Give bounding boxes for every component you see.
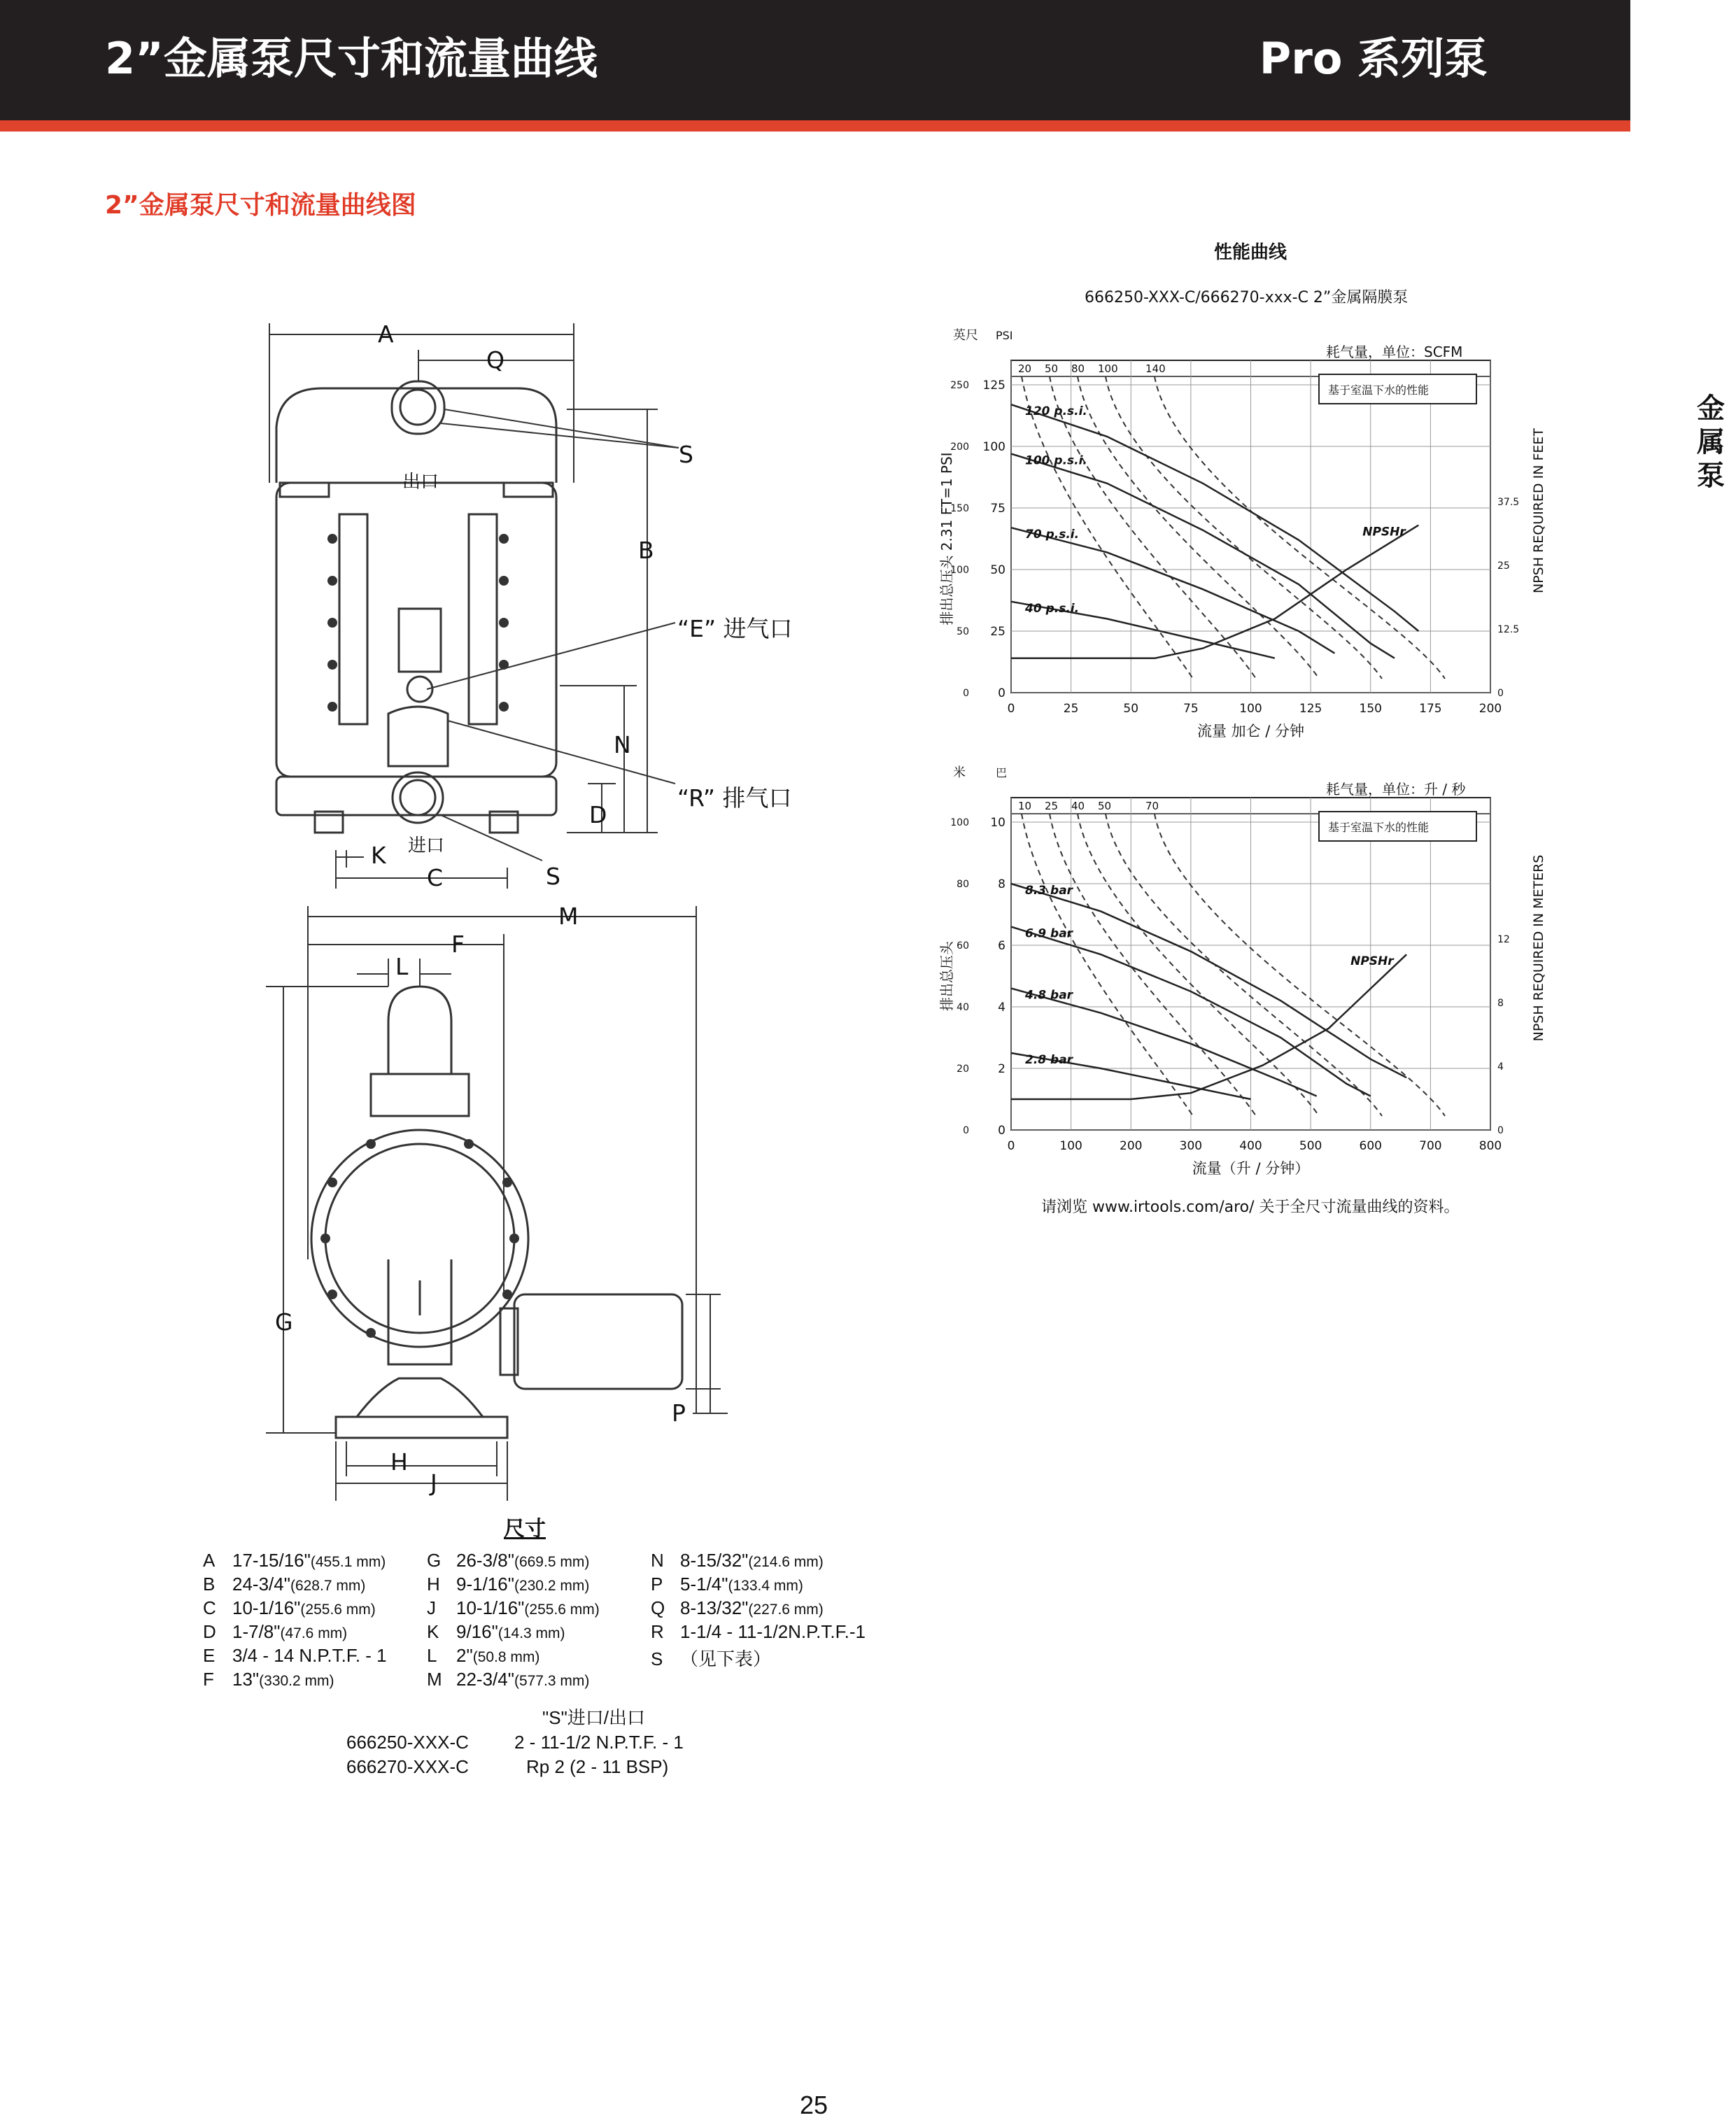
dimension-key: E — [203, 1645, 216, 1666]
side-tab: 金属泵 — [1697, 393, 1725, 492]
air-consumption-curve — [1022, 814, 1193, 1116]
dimension-key: D — [203, 1621, 216, 1642]
outlet-port-inner — [400, 390, 435, 425]
x-tick-label: 100 — [1239, 702, 1262, 716]
dimension-row — [203, 1645, 387, 1667]
dimension-mm: (133.4 mm) — [728, 1578, 803, 1594]
inlet-label: 进口 — [408, 835, 445, 856]
x-tick-label: 0 — [1007, 702, 1015, 716]
x-tick-label: 75 — [1183, 702, 1199, 716]
y-secondary-tick-label: 40 — [957, 1002, 969, 1013]
dimension-key: P — [651, 1574, 663, 1595]
dimension-row — [651, 1645, 771, 1671]
performance-chart-metric — [924, 756, 1553, 1175]
x-tick-label: 800 — [1479, 1139, 1502, 1153]
series-label: 2.8 bar — [1025, 1053, 1073, 1067]
y-secondary-tick-label: 60 — [957, 940, 969, 952]
x-tick-label: 175 — [1419, 702, 1442, 716]
x-tick-label: 200 — [1120, 1139, 1143, 1153]
y-secondary-tick-label: 20 — [957, 1064, 969, 1075]
left-diaphragm-clamp — [339, 514, 367, 724]
x-tick-label: 50 — [1123, 702, 1139, 716]
dimension-value: 8-15/32" — [680, 1550, 749, 1571]
air-tick-label: 140 — [1145, 362, 1166, 375]
dimension-value: 3/4 - 14 N.P.T.F. - 1 — [232, 1645, 387, 1666]
dimension-mm: (50.8 mm) — [472, 1649, 540, 1665]
dimension-row — [427, 1597, 600, 1619]
dimension-row — [651, 1550, 824, 1571]
y-secondary-tick-label: 250 — [950, 380, 969, 391]
y-tick-label: 8 — [998, 877, 1005, 891]
dimension-key: N — [651, 1550, 664, 1571]
left-cap — [280, 483, 329, 497]
dimension-value: 2" — [456, 1645, 473, 1666]
dimension-value: 24-3/4" — [232, 1574, 290, 1595]
section-subtitle: 2”金属泵尺寸和流量曲线图 — [105, 191, 416, 220]
y-right-tick-label: 25 — [1497, 560, 1510, 572]
y-tick-label: 2 — [998, 1062, 1005, 1076]
y-right-axis-label: NPSH REQUIRED IN FEET — [1531, 427, 1546, 594]
dimension-key: H — [427, 1574, 440, 1595]
s-table-model-2: 666270-XXX-C — [346, 1756, 469, 1777]
air-tick-label: 80 — [1071, 362, 1085, 375]
series-label: NPSHr — [1350, 954, 1394, 969]
dim-label-s-outlet: S — [679, 441, 693, 468]
dimension-row — [651, 1621, 866, 1643]
dimension-row — [427, 1669, 589, 1690]
s-table-spec-2: Rp 2 (2 - 11 BSP) — [526, 1756, 669, 1777]
dimensions-title: 尺寸 — [504, 1517, 546, 1541]
dimension-row — [203, 1669, 334, 1690]
dimension-value: 9/16" — [456, 1621, 498, 1642]
air-tick-label: 50 — [1098, 800, 1112, 812]
dimension-mm: (230.2 mm) — [514, 1578, 590, 1594]
dimension-value: 26-3/8" — [456, 1550, 514, 1571]
air-consumption-curve — [1106, 814, 1382, 1116]
dimension-key: K — [427, 1621, 439, 1642]
y-right-tick-label: 0 — [1497, 1125, 1504, 1136]
series-label: 120 p.s.i. — [1025, 404, 1087, 419]
series-line — [1011, 454, 1395, 658]
dimension-mm: (214.6 mm) — [748, 1554, 824, 1570]
dimension-mm: (255.6 mm) — [300, 1602, 376, 1618]
air-consumption-curve — [1155, 814, 1445, 1116]
y-secondary-tick-label: 80 — [957, 879, 969, 890]
series-line — [1011, 989, 1317, 1096]
y-tick-label: 25 — [990, 625, 1005, 639]
dim-label-f: F — [451, 931, 465, 958]
note-box-text: 基于室温下水的性能 — [1328, 821, 1430, 834]
x-tick-label: 0 — [1007, 1139, 1015, 1153]
dim-label-s-inlet: S — [546, 863, 560, 890]
air-tick-label: 20 — [1018, 362, 1032, 375]
x-tick-label: 500 — [1299, 1139, 1322, 1153]
dimension-key: J — [427, 1597, 436, 1618]
air-consumption-curve — [1050, 376, 1256, 679]
dimension-mm: (227.6 mm) — [748, 1602, 824, 1618]
dimension-value: 10-1/16" — [456, 1597, 525, 1618]
dimension-row — [651, 1574, 803, 1595]
page-number: 25 — [800, 2091, 828, 2119]
note-box-text: 基于室温下水的性能 — [1328, 383, 1430, 397]
series-line — [1011, 404, 1418, 631]
dimension-value: 13" — [232, 1669, 260, 1690]
dimension-mm: (47.6 mm) — [280, 1625, 348, 1641]
x-tick-label: 125 — [1299, 702, 1322, 716]
side-muffler — [514, 1294, 682, 1389]
dimension-mm: (255.6 mm) — [524, 1602, 600, 1618]
dim-label-a: A — [378, 320, 394, 348]
y-secondary-tick-label: 0 — [963, 1125, 969, 1136]
dimension-mm: (14.3 mm) — [497, 1625, 565, 1641]
y-secondary-tick-label: 150 — [950, 503, 969, 514]
y-tick-label: 75 — [990, 502, 1005, 516]
center-section — [388, 707, 448, 766]
dimension-value: 1-7/8" — [232, 1621, 281, 1642]
dim-label-j: J — [430, 1469, 437, 1497]
air-consumption-label: 耗气量，单位：SCFM — [1326, 344, 1463, 360]
side-outlet-flange — [371, 1074, 469, 1116]
dim-label-b: B — [638, 537, 654, 564]
series-label: 70 p.s.i. — [1025, 528, 1080, 542]
dim-label-k: K — [371, 842, 386, 869]
dimension-key: Q — [651, 1597, 665, 1618]
series-line — [1011, 525, 1418, 658]
dim-label-m: M — [558, 903, 579, 930]
y-right-tick-label: 37.5 — [1497, 497, 1520, 509]
y-axis-label: 排出总压头 — [938, 941, 955, 1011]
series-label: NPSHr — [1362, 525, 1406, 539]
x-axis-label: 流量 加仑 / 分钟 — [1197, 723, 1305, 738]
dimension-value: 8-13/32" — [680, 1597, 749, 1618]
y-tick-label: 6 — [998, 939, 1005, 953]
dim-label-l: L — [395, 953, 409, 980]
y-right-axis-label: NPSH REQUIRED IN METERS — [1531, 854, 1546, 1042]
dimension-key: G — [427, 1550, 442, 1571]
dimension-key: C — [203, 1597, 216, 1618]
dimension-row — [427, 1645, 539, 1667]
performance-model: 666250-XXX-C/666270-xxx-C 2”金属隔膜泵 — [1085, 289, 1409, 306]
side-base — [336, 1417, 507, 1438]
series-line — [1011, 884, 1406, 1077]
dimension-row — [427, 1550, 589, 1571]
air-consumption-curve — [1050, 814, 1256, 1116]
dimension-value: 5-1/4" — [680, 1574, 728, 1595]
y-secondary-tick-label: 200 — [950, 441, 969, 453]
dimension-row — [203, 1597, 376, 1619]
dimension-row — [203, 1550, 386, 1571]
y-unit-label-secondary: PSI — [996, 329, 1013, 342]
series-label: 6.9 bar — [1025, 926, 1073, 941]
center-block — [399, 609, 441, 672]
y-right-tick-label: 12.5 — [1497, 624, 1520, 636]
dimension-row — [427, 1574, 589, 1595]
y-tick-label: 0 — [998, 686, 1005, 700]
y-unit-label: 英尺 — [953, 328, 978, 343]
y-axis-label: 排出总压头 2.31 FT=1 PSI — [938, 452, 955, 626]
y-unit-label-secondary: 巴 — [996, 766, 1008, 779]
dimension-value: 17-15/16" — [232, 1550, 311, 1571]
dimension-key: S — [651, 1648, 663, 1669]
air-tick-label: 40 — [1071, 800, 1085, 812]
y-secondary-tick-label: 100 — [950, 565, 969, 576]
x-tick-label: 600 — [1359, 1139, 1382, 1153]
dimension-mm: (330.2 mm) — [259, 1673, 334, 1689]
dim-label-n: N — [614, 731, 631, 758]
dimension-mm: (577.3 mm) — [514, 1673, 590, 1689]
side-outlet-dome — [388, 987, 451, 1074]
y-tick-label: 100 — [982, 440, 1005, 454]
y-tick-label: 10 — [990, 816, 1005, 830]
dimension-value: 1-1/4 - 11-1/2N.P.T.F.-1 — [680, 1621, 866, 1642]
air-consumption-label: 耗气量，单位：升 / 秒 — [1326, 781, 1466, 798]
x-tick-label: 700 — [1419, 1139, 1442, 1153]
s-table-title: "S"进口/出口 — [542, 1707, 646, 1728]
x-tick-label: 25 — [1063, 702, 1079, 716]
dim-label-q: Q — [486, 346, 504, 374]
performance-title: 性能曲线 — [1214, 242, 1287, 263]
y-right-tick-label: 12 — [1497, 934, 1510, 946]
y-tick-label: 0 — [998, 1124, 1005, 1138]
dimension-row — [651, 1597, 824, 1619]
series-label: 8.3 bar — [1025, 884, 1073, 898]
y-right-tick-label: 8 — [1497, 998, 1504, 1010]
y-secondary-tick-label: 50 — [957, 626, 969, 637]
dimension-value: 22-3/4" — [456, 1669, 514, 1690]
dimension-key: A — [203, 1550, 216, 1571]
x-axis-label: 流量（升 / 分钟） — [1192, 1160, 1310, 1175]
s-table-spec-1: 2 - 11-1/2 N.P.T.F. - 1 — [514, 1732, 684, 1753]
y-right-tick-label: 0 — [1497, 688, 1504, 699]
x-tick-label: 300 — [1179, 1139, 1203, 1153]
dimension-row — [427, 1621, 565, 1643]
air-tick-label: 100 — [1098, 362, 1118, 375]
air-tick-label: 25 — [1045, 800, 1059, 812]
dimension-row — [203, 1574, 365, 1595]
dimension-mm: (669.5 mm) — [514, 1554, 590, 1570]
inlet-manifold — [276, 777, 556, 815]
x-tick-label: 150 — [1359, 702, 1382, 716]
s-table-model-1: 666250-XXX-C — [346, 1732, 469, 1753]
dim-label-g: G — [275, 1308, 293, 1336]
air-tick-label: 50 — [1045, 362, 1059, 375]
dimension-key: F — [203, 1669, 214, 1690]
right-diaphragm-clamp — [469, 514, 497, 724]
dim-label-p: P — [672, 1399, 686, 1427]
y-secondary-tick-label: 0 — [963, 688, 969, 699]
dim-label-h: H — [390, 1448, 408, 1476]
air-inlet-label: “E” 进气口 — [677, 615, 793, 642]
dimension-value: （见下表） — [680, 1648, 772, 1669]
series-line — [1011, 954, 1406, 1099]
y-secondary-tick-label: 100 — [950, 817, 969, 828]
dim-label-d: D — [589, 801, 607, 828]
outlet-label: 出口 — [402, 472, 439, 493]
dimension-value: 9-1/16" — [456, 1574, 514, 1595]
dimension-key: R — [651, 1621, 664, 1642]
series-label: 100 p.s.i. — [1025, 453, 1087, 468]
x-tick-label: 400 — [1239, 1139, 1262, 1153]
air-tick-label: 10 — [1018, 800, 1032, 812]
dimension-key: L — [427, 1645, 437, 1666]
y-tick-label: 125 — [982, 379, 1005, 393]
exhaust-label: “R” 排气口 — [677, 784, 792, 812]
dimension-key: M — [427, 1669, 442, 1690]
y-right-tick-label: 4 — [1497, 1061, 1504, 1073]
x-tick-label: 200 — [1479, 702, 1502, 716]
air-tick-label: 70 — [1145, 800, 1159, 812]
performance-chart-us — [924, 318, 1553, 738]
air-consumption-curve — [1106, 376, 1382, 679]
dimension-key: B — [203, 1574, 216, 1595]
performance-footer: 请浏览 www.irtools.com/aro/ 关于全尺寸流量曲线的资料。 — [1041, 1199, 1460, 1216]
dim-label-c: C — [427, 864, 444, 891]
header-title: 2”金属泵尺寸和流量曲线 — [105, 33, 598, 84]
series-label: 40 p.s.i. — [1025, 601, 1080, 616]
dimension-row — [203, 1621, 347, 1643]
series-label: 4.8 bar — [1025, 988, 1073, 1003]
dimension-mm: (455.1 mm) — [310, 1554, 386, 1570]
dimension-mm: (628.7 mm) — [290, 1578, 366, 1594]
dimension-value: 10-1/16" — [232, 1597, 301, 1618]
x-tick-label: 100 — [1059, 1139, 1082, 1153]
y-tick-label: 50 — [990, 563, 1005, 577]
pump-front-body — [276, 483, 556, 777]
header-series: Pro 系列泵 — [1259, 33, 1488, 84]
y-tick-label: 4 — [998, 1001, 1005, 1015]
y-unit-label: 米 — [953, 765, 966, 780]
right-cap — [504, 483, 553, 497]
